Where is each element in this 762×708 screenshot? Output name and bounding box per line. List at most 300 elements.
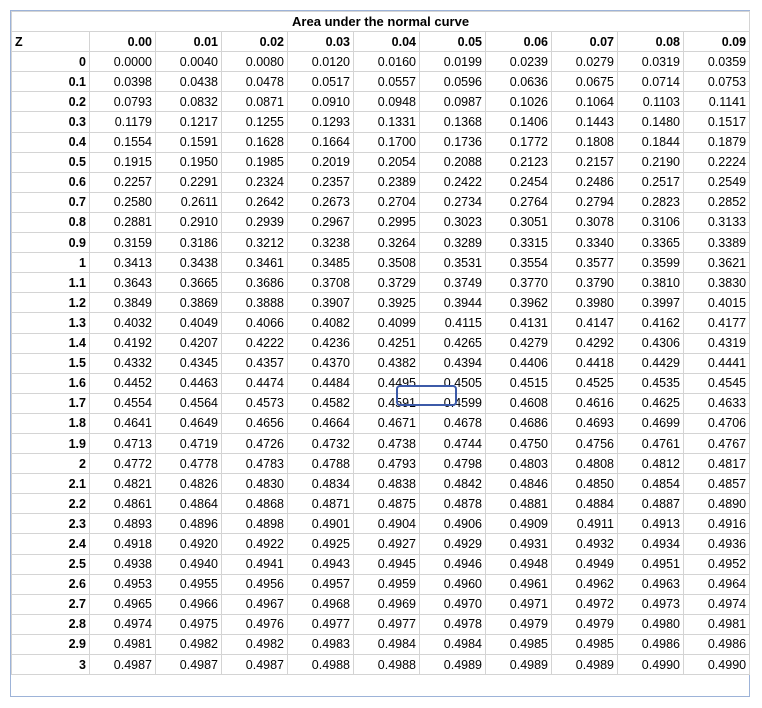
z-value-cell[interactable]: 1.8 — [12, 413, 90, 433]
area-cell[interactable]: 0.3599 — [618, 253, 684, 273]
area-cell[interactable]: 0.4854 — [618, 474, 684, 494]
area-cell[interactable]: 0.3643 — [90, 273, 156, 293]
area-cell[interactable]: 0.4394 — [420, 353, 486, 373]
area-cell[interactable]: 0.4893 — [90, 514, 156, 534]
area-cell[interactable]: 0.0636 — [486, 72, 552, 92]
area-cell[interactable]: 0.4929 — [420, 534, 486, 554]
area-cell[interactable]: 0.4049 — [156, 313, 222, 333]
area-cell[interactable]: 0.4474 — [222, 373, 288, 393]
area-cell[interactable]: 0.4984 — [420, 634, 486, 654]
z-value-cell[interactable]: 1.2 — [12, 293, 90, 313]
area-cell[interactable]: 0.4884 — [552, 494, 618, 514]
area-cell[interactable]: 0.4986 — [684, 634, 750, 654]
area-cell[interactable]: 0.2734 — [420, 192, 486, 212]
z-value-cell[interactable]: 2.4 — [12, 534, 90, 554]
area-cell[interactable]: 0.4989 — [552, 655, 618, 675]
area-cell[interactable]: 0.4452 — [90, 373, 156, 393]
area-cell[interactable]: 0.3461 — [222, 253, 288, 273]
area-cell[interactable]: 0.3810 — [618, 273, 684, 293]
area-cell[interactable]: 0.4545 — [684, 373, 750, 393]
area-cell[interactable]: 0.4931 — [486, 534, 552, 554]
area-cell[interactable]: 0.4633 — [684, 393, 750, 413]
area-cell[interactable]: 0.4956 — [222, 574, 288, 594]
area-cell[interactable]: 0.0279 — [552, 52, 618, 72]
area-cell[interactable]: 0.4871 — [288, 494, 354, 514]
area-cell[interactable]: 0.3729 — [354, 273, 420, 293]
area-cell[interactable]: 0.4987 — [156, 655, 222, 675]
area-cell[interactable]: 0.4953 — [90, 574, 156, 594]
area-cell[interactable]: 0.2088 — [420, 152, 486, 172]
area-cell[interactable]: 0.4966 — [156, 594, 222, 614]
area-cell[interactable]: 0.4821 — [90, 474, 156, 494]
area-cell[interactable]: 0.4963 — [618, 574, 684, 594]
area-cell[interactable]: 0.4875 — [354, 494, 420, 514]
column-header[interactable]: 0.06 — [486, 32, 552, 52]
z-value-cell[interactable]: 0 — [12, 52, 90, 72]
area-cell[interactable]: 0.3849 — [90, 293, 156, 313]
area-cell[interactable]: 0.4943 — [288, 554, 354, 574]
area-cell[interactable]: 0.4961 — [486, 574, 552, 594]
area-cell[interactable]: 0.4686 — [486, 413, 552, 433]
z-value-cell[interactable]: 1.1 — [12, 273, 90, 293]
area-cell[interactable]: 0.4986 — [618, 634, 684, 654]
area-cell[interactable]: 0.3531 — [420, 253, 486, 273]
area-cell[interactable]: 0.4989 — [486, 655, 552, 675]
area-cell[interactable]: 0.4990 — [684, 655, 750, 675]
area-cell[interactable]: 0.4162 — [618, 313, 684, 333]
area-cell[interactable]: 0.4515 — [486, 373, 552, 393]
z-value-cell[interactable]: 0.7 — [12, 192, 90, 212]
area-cell[interactable]: 0.4974 — [90, 614, 156, 634]
z-value-cell[interactable]: 1 — [12, 253, 90, 273]
area-cell[interactable]: 0.4147 — [552, 313, 618, 333]
area-cell[interactable]: 0.4982 — [156, 634, 222, 654]
area-cell[interactable]: 0.4913 — [618, 514, 684, 534]
area-cell[interactable]: 0.2054 — [354, 152, 420, 172]
area-cell[interactable]: 0.0910 — [288, 92, 354, 112]
area-cell[interactable]: 0.4878 — [420, 494, 486, 514]
area-cell[interactable]: 0.0948 — [354, 92, 420, 112]
area-cell[interactable]: 0.4115 — [420, 313, 486, 333]
area-cell[interactable]: 0.4972 — [552, 594, 618, 614]
z-value-cell[interactable]: 0.6 — [12, 172, 90, 192]
area-cell[interactable]: 0.4495 — [354, 373, 420, 393]
area-cell[interactable]: 0.3925 — [354, 293, 420, 313]
area-cell[interactable]: 0.4916 — [684, 514, 750, 534]
area-cell[interactable]: 0.4406 — [486, 353, 552, 373]
area-cell[interactable]: 0.3365 — [618, 233, 684, 253]
area-cell[interactable]: 0.1141 — [684, 92, 750, 112]
z-column-header[interactable]: Z — [12, 32, 90, 52]
area-cell[interactable]: 0.4842 — [420, 474, 486, 494]
area-cell[interactable]: 0.4980 — [618, 614, 684, 634]
area-cell[interactable]: 0.4332 — [90, 353, 156, 373]
area-cell[interactable]: 0.4573 — [222, 393, 288, 413]
area-cell[interactable]: 0.4279 — [486, 333, 552, 353]
area-cell[interactable]: 0.3485 — [288, 253, 354, 273]
area-cell[interactable]: 0.1915 — [90, 152, 156, 172]
area-cell[interactable]: 0.4850 — [552, 474, 618, 494]
area-cell[interactable]: 0.3438 — [156, 253, 222, 273]
table-title[interactable]: Area under the normal curve — [12, 12, 750, 32]
area-cell[interactable]: 0.4896 — [156, 514, 222, 534]
area-cell[interactable]: 0.4904 — [354, 514, 420, 534]
area-cell[interactable]: 0.4909 — [486, 514, 552, 534]
area-cell[interactable]: 0.2939 — [222, 212, 288, 232]
area-cell[interactable]: 0.4936 — [684, 534, 750, 554]
area-cell[interactable]: 0.4484 — [288, 373, 354, 393]
area-cell[interactable]: 0.0239 — [486, 52, 552, 72]
area-cell[interactable]: 0.4616 — [552, 393, 618, 413]
area-cell[interactable]: 0.2389 — [354, 172, 420, 192]
area-cell[interactable]: 0.4989 — [420, 655, 486, 675]
area-cell[interactable]: 0.1064 — [552, 92, 618, 112]
area-cell[interactable]: 0.4817 — [684, 454, 750, 474]
area-cell[interactable]: 0.4803 — [486, 454, 552, 474]
area-cell[interactable]: 0.4964 — [684, 574, 750, 594]
area-cell[interactable]: 0.4962 — [552, 574, 618, 594]
area-cell[interactable]: 0.1368 — [420, 112, 486, 132]
area-cell[interactable]: 0.4808 — [552, 454, 618, 474]
area-cell[interactable]: 0.3554 — [486, 253, 552, 273]
area-cell[interactable]: 0.4713 — [90, 433, 156, 453]
z-value-cell[interactable]: 1.6 — [12, 373, 90, 393]
area-cell[interactable]: 0.4978 — [420, 614, 486, 634]
area-cell[interactable]: 0.4032 — [90, 313, 156, 333]
area-cell[interactable]: 0.1255 — [222, 112, 288, 132]
area-cell[interactable]: 0.4990 — [618, 655, 684, 675]
area-cell[interactable]: 0.2549 — [684, 172, 750, 192]
area-cell[interactable]: 0.1772 — [486, 132, 552, 152]
area-cell[interactable]: 0.3577 — [552, 253, 618, 273]
area-cell[interactable]: 0.4706 — [684, 413, 750, 433]
area-cell[interactable]: 0.2454 — [486, 172, 552, 192]
area-cell[interactable]: 0.0000 — [90, 52, 156, 72]
area-cell[interactable]: 0.4306 — [618, 333, 684, 353]
area-cell[interactable]: 0.2611 — [156, 192, 222, 212]
area-cell[interactable]: 0.4671 — [354, 413, 420, 433]
area-cell[interactable]: 0.0793 — [90, 92, 156, 112]
area-cell[interactable]: 0.4987 — [90, 655, 156, 675]
area-cell[interactable]: 0.4981 — [684, 614, 750, 634]
area-cell[interactable]: 0.4938 — [90, 554, 156, 574]
area-cell[interactable]: 0.4906 — [420, 514, 486, 534]
area-cell[interactable]: 0.2642 — [222, 192, 288, 212]
area-cell[interactable]: 0.3389 — [684, 233, 750, 253]
area-cell[interactable]: 0.1406 — [486, 112, 552, 132]
area-cell[interactable]: 0.4251 — [354, 333, 420, 353]
area-cell[interactable]: 0.2224 — [684, 152, 750, 172]
area-cell[interactable]: 0.4901 — [288, 514, 354, 534]
area-cell[interactable]: 0.4985 — [486, 634, 552, 654]
area-cell[interactable]: 0.3686 — [222, 273, 288, 293]
area-cell[interactable]: 0.3962 — [486, 293, 552, 313]
area-cell[interactable]: 0.3106 — [618, 212, 684, 232]
area-cell[interactable]: 0.2764 — [486, 192, 552, 212]
area-cell[interactable]: 0.4932 — [552, 534, 618, 554]
area-cell[interactable]: 0.4066 — [222, 313, 288, 333]
z-value-cell[interactable]: 0.3 — [12, 112, 90, 132]
area-cell[interactable]: 0.4319 — [684, 333, 750, 353]
area-cell[interactable]: 0.3944 — [420, 293, 486, 313]
area-cell[interactable]: 0.4505 — [420, 373, 486, 393]
area-cell[interactable]: 0.0714 — [618, 72, 684, 92]
area-cell[interactable]: 0.0359 — [684, 52, 750, 72]
z-value-cell[interactable]: 1.4 — [12, 333, 90, 353]
area-cell[interactable]: 0.3830 — [684, 273, 750, 293]
column-header[interactable]: 0.00 — [90, 32, 156, 52]
area-cell[interactable]: 0.3708 — [288, 273, 354, 293]
area-cell[interactable]: 0.2019 — [288, 152, 354, 172]
area-cell[interactable]: 0.4418 — [552, 353, 618, 373]
area-cell[interactable]: 0.4750 — [486, 433, 552, 453]
area-cell[interactable]: 0.0080 — [222, 52, 288, 72]
z-value-cell[interactable]: 2.3 — [12, 514, 90, 534]
area-cell[interactable]: 0.4793 — [354, 454, 420, 474]
area-cell[interactable]: 0.4591 — [354, 393, 420, 413]
area-cell[interactable]: 0.4934 — [618, 534, 684, 554]
area-cell[interactable]: 0.2910 — [156, 212, 222, 232]
area-cell[interactable]: 0.4678 — [420, 413, 486, 433]
area-cell[interactable]: 0.1554 — [90, 132, 156, 152]
area-cell[interactable]: 0.4599 — [420, 393, 486, 413]
area-cell[interactable]: 0.2157 — [552, 152, 618, 172]
area-cell[interactable]: 0.2995 — [354, 212, 420, 232]
area-cell[interactable]: 0.4772 — [90, 454, 156, 474]
area-cell[interactable]: 0.0987 — [420, 92, 486, 112]
column-header[interactable]: 0.07 — [552, 32, 618, 52]
area-cell[interactable]: 0.4207 — [156, 333, 222, 353]
area-cell[interactable]: 0.2257 — [90, 172, 156, 192]
z-value-cell[interactable]: 2.7 — [12, 594, 90, 614]
area-cell[interactable]: 0.1331 — [354, 112, 420, 132]
area-cell[interactable]: 0.3790 — [552, 273, 618, 293]
area-cell[interactable]: 0.1103 — [618, 92, 684, 112]
area-cell[interactable]: 0.4664 — [288, 413, 354, 433]
area-cell[interactable]: 0.3888 — [222, 293, 288, 313]
area-cell[interactable]: 0.4292 — [552, 333, 618, 353]
z-value-cell[interactable]: 1.5 — [12, 353, 90, 373]
area-cell[interactable]: 0.4985 — [552, 634, 618, 654]
area-cell[interactable]: 0.4981 — [90, 634, 156, 654]
area-cell[interactable]: 0.3023 — [420, 212, 486, 232]
area-cell[interactable]: 0.1591 — [156, 132, 222, 152]
area-cell[interactable]: 0.4920 — [156, 534, 222, 554]
area-cell[interactable]: 0.3133 — [684, 212, 750, 232]
area-cell[interactable]: 0.4984 — [354, 634, 420, 654]
area-cell[interactable]: 0.4974 — [684, 594, 750, 614]
z-value-cell[interactable]: 1.7 — [12, 393, 90, 413]
area-cell[interactable]: 0.2794 — [552, 192, 618, 212]
area-cell[interactable]: 0.3340 — [552, 233, 618, 253]
area-cell[interactable]: 0.1480 — [618, 112, 684, 132]
area-cell[interactable]: 0.4798 — [420, 454, 486, 474]
area-cell[interactable]: 0.1664 — [288, 132, 354, 152]
area-cell[interactable]: 0.2517 — [618, 172, 684, 192]
z-value-cell[interactable]: 1.9 — [12, 433, 90, 453]
area-cell[interactable]: 0.0832 — [156, 92, 222, 112]
area-cell[interactable]: 0.2486 — [552, 172, 618, 192]
area-cell[interactable]: 0.0753 — [684, 72, 750, 92]
area-cell[interactable]: 0.4608 — [486, 393, 552, 413]
area-cell[interactable]: 0.4783 — [222, 454, 288, 474]
z-value-cell[interactable]: 0.9 — [12, 233, 90, 253]
area-cell[interactable]: 0.0398 — [90, 72, 156, 92]
area-cell[interactable]: 0.4975 — [156, 614, 222, 634]
area-cell[interactable]: 0.4949 — [552, 554, 618, 574]
area-cell[interactable]: 0.4955 — [156, 574, 222, 594]
area-cell[interactable]: 0.4761 — [618, 433, 684, 453]
area-cell[interactable]: 0.4948 — [486, 554, 552, 574]
area-cell[interactable]: 0.1879 — [684, 132, 750, 152]
area-cell[interactable]: 0.4861 — [90, 494, 156, 514]
area-cell[interactable]: 0.4778 — [156, 454, 222, 474]
area-cell[interactable]: 0.4927 — [354, 534, 420, 554]
area-cell[interactable]: 0.0160 — [354, 52, 420, 72]
area-cell[interactable]: 0.4525 — [552, 373, 618, 393]
area-cell[interactable]: 0.4177 — [684, 313, 750, 333]
area-cell[interactable]: 0.0319 — [618, 52, 684, 72]
area-cell[interactable]: 0.3159 — [90, 233, 156, 253]
area-cell[interactable]: 0.3413 — [90, 253, 156, 273]
area-cell[interactable]: 0.3665 — [156, 273, 222, 293]
area-cell[interactable]: 0.4370 — [288, 353, 354, 373]
area-cell[interactable]: 0.2852 — [684, 192, 750, 212]
area-cell[interactable]: 0.4719 — [156, 433, 222, 453]
area-cell[interactable]: 0.1179 — [90, 112, 156, 132]
area-cell[interactable]: 0.4535 — [618, 373, 684, 393]
area-cell[interactable]: 0.4973 — [618, 594, 684, 614]
area-cell[interactable]: 0.4922 — [222, 534, 288, 554]
area-cell[interactable]: 0.4957 — [288, 574, 354, 594]
area-cell[interactable]: 0.4738 — [354, 433, 420, 453]
area-cell[interactable]: 0.4967 — [222, 594, 288, 614]
area-cell[interactable]: 0.3289 — [420, 233, 486, 253]
area-cell[interactable]: 0.2422 — [420, 172, 486, 192]
area-cell[interactable]: 0.2357 — [288, 172, 354, 192]
area-cell[interactable]: 0.4971 — [486, 594, 552, 614]
z-value-cell[interactable]: 0.1 — [12, 72, 90, 92]
area-cell[interactable]: 0.4788 — [288, 454, 354, 474]
area-cell[interactable]: 0.4382 — [354, 353, 420, 373]
area-cell[interactable]: 0.4656 — [222, 413, 288, 433]
area-cell[interactable]: 0.4357 — [222, 353, 288, 373]
area-cell[interactable]: 0.1985 — [222, 152, 288, 172]
area-cell[interactable]: 0.4838 — [354, 474, 420, 494]
area-cell[interactable]: 0.4857 — [684, 474, 750, 494]
area-cell[interactable]: 0.4826 — [156, 474, 222, 494]
area-cell[interactable]: 0.4977 — [288, 614, 354, 634]
z-value-cell[interactable]: 2.6 — [12, 574, 90, 594]
area-cell[interactable]: 0.1844 — [618, 132, 684, 152]
area-cell[interactable]: 0.4977 — [354, 614, 420, 634]
area-cell[interactable]: 0.0871 — [222, 92, 288, 112]
area-cell[interactable]: 0.4968 — [288, 594, 354, 614]
column-header[interactable]: 0.04 — [354, 32, 420, 52]
column-header[interactable]: 0.08 — [618, 32, 684, 52]
column-header[interactable]: 0.05 — [420, 32, 486, 52]
area-cell[interactable]: 0.4976 — [222, 614, 288, 634]
area-cell[interactable]: 0.4345 — [156, 353, 222, 373]
area-cell[interactable]: 0.4951 — [618, 554, 684, 574]
z-value-cell[interactable]: 2.9 — [12, 634, 90, 654]
area-cell[interactable]: 0.4969 — [354, 594, 420, 614]
area-cell[interactable]: 0.4767 — [684, 433, 750, 453]
area-cell[interactable]: 0.2190 — [618, 152, 684, 172]
column-header[interactable]: 0.09 — [684, 32, 750, 52]
area-cell[interactable]: 0.1950 — [156, 152, 222, 172]
area-cell[interactable]: 0.2291 — [156, 172, 222, 192]
area-cell[interactable]: 0.0438 — [156, 72, 222, 92]
z-value-cell[interactable]: 0.5 — [12, 152, 90, 172]
area-cell[interactable]: 0.2823 — [618, 192, 684, 212]
area-cell[interactable]: 0.4965 — [90, 594, 156, 614]
area-cell[interactable]: 0.1700 — [354, 132, 420, 152]
area-cell[interactable]: 0.2123 — [486, 152, 552, 172]
area-cell[interactable]: 0.4812 — [618, 454, 684, 474]
area-cell[interactable]: 0.4945 — [354, 554, 420, 574]
z-value-cell[interactable]: 0.4 — [12, 132, 90, 152]
area-cell[interactable]: 0.0040 — [156, 52, 222, 72]
area-cell[interactable]: 0.4732 — [288, 433, 354, 453]
area-cell[interactable]: 0.4082 — [288, 313, 354, 333]
area-cell[interactable]: 0.4756 — [552, 433, 618, 453]
area-cell[interactable]: 0.4952 — [684, 554, 750, 574]
area-cell[interactable]: 0.2704 — [354, 192, 420, 212]
area-cell[interactable]: 0.4099 — [354, 313, 420, 333]
area-cell[interactable]: 0.1736 — [420, 132, 486, 152]
column-header[interactable]: 0.01 — [156, 32, 222, 52]
area-cell[interactable]: 0.1628 — [222, 132, 288, 152]
area-cell[interactable]: 0.4236 — [288, 333, 354, 353]
area-cell[interactable]: 0.4979 — [486, 614, 552, 634]
z-value-cell[interactable]: 2.5 — [12, 554, 90, 574]
area-cell[interactable]: 0.4564 — [156, 393, 222, 413]
area-cell[interactable]: 0.4429 — [618, 353, 684, 373]
area-cell[interactable]: 0.2324 — [222, 172, 288, 192]
area-cell[interactable]: 0.4463 — [156, 373, 222, 393]
area-cell[interactable]: 0.4988 — [288, 655, 354, 675]
area-cell[interactable]: 0.4983 — [288, 634, 354, 654]
area-cell[interactable]: 0.4693 — [552, 413, 618, 433]
z-value-cell[interactable]: 3 — [12, 655, 90, 675]
area-cell[interactable]: 0.3078 — [552, 212, 618, 232]
area-cell[interactable]: 0.0557 — [354, 72, 420, 92]
area-cell[interactable]: 0.3907 — [288, 293, 354, 313]
area-cell[interactable]: 0.3238 — [288, 233, 354, 253]
area-cell[interactable]: 0.2673 — [288, 192, 354, 212]
area-cell[interactable]: 0.4970 — [420, 594, 486, 614]
area-cell[interactable]: 0.4890 — [684, 494, 750, 514]
area-cell[interactable]: 0.3997 — [618, 293, 684, 313]
z-value-cell[interactable]: 2.1 — [12, 474, 90, 494]
area-cell[interactable]: 0.4940 — [156, 554, 222, 574]
area-cell[interactable]: 0.4699 — [618, 413, 684, 433]
z-value-cell[interactable]: 0.2 — [12, 92, 90, 112]
area-cell[interactable]: 0.1293 — [288, 112, 354, 132]
column-header[interactable]: 0.03 — [288, 32, 354, 52]
area-cell[interactable]: 0.4911 — [552, 514, 618, 534]
area-cell[interactable]: 0.0478 — [222, 72, 288, 92]
area-cell[interactable]: 0.3621 — [684, 253, 750, 273]
area-cell[interactable]: 0.1443 — [552, 112, 618, 132]
area-cell[interactable]: 0.4918 — [90, 534, 156, 554]
area-cell[interactable]: 0.1026 — [486, 92, 552, 112]
area-cell[interactable]: 0.4649 — [156, 413, 222, 433]
area-cell[interactable]: 0.4641 — [90, 413, 156, 433]
area-cell[interactable]: 0.2881 — [90, 212, 156, 232]
z-value-cell[interactable]: 0.8 — [12, 212, 90, 232]
